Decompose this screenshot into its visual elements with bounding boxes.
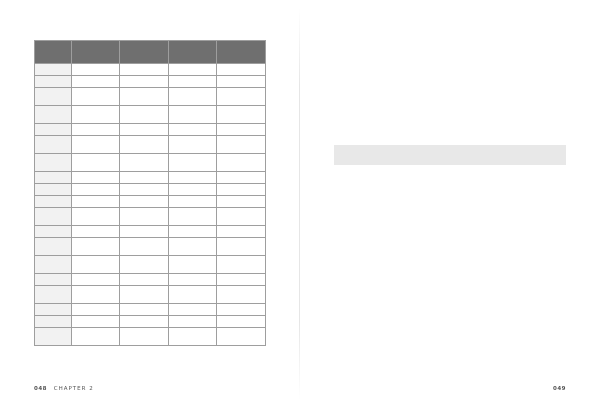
table-cell [217, 274, 266, 286]
table-title [34, 26, 266, 38]
table-cell [168, 274, 217, 286]
table-category-cell [35, 124, 72, 136]
left-footer [34, 384, 266, 394]
table-category-cell [35, 172, 72, 184]
table-cell [120, 76, 169, 88]
table-cell [120, 196, 169, 208]
page-number: 049 [553, 386, 566, 392]
table-header-cell [168, 41, 217, 64]
table-cell [217, 136, 266, 154]
right-body-text-top [334, 18, 566, 143]
table-cell [217, 76, 266, 88]
table-cell [168, 226, 217, 238]
table-cell [217, 124, 266, 136]
table-cell [168, 238, 217, 256]
table-cell [71, 124, 120, 136]
table-category-cell [35, 106, 72, 124]
table-cell [217, 184, 266, 196]
table-cell [217, 106, 266, 124]
table-category-cell [35, 88, 72, 106]
table-row [35, 238, 266, 256]
table-category-cell [35, 274, 72, 286]
table-cell [120, 172, 169, 184]
table-cell [168, 136, 217, 154]
table-category-cell [35, 136, 72, 154]
table-cell [71, 106, 120, 124]
table-header-cell [35, 41, 72, 64]
table-row [35, 196, 266, 208]
left-body-text [34, 286, 266, 378]
table-cell [120, 136, 169, 154]
table-cell [217, 238, 266, 256]
table-row [35, 184, 266, 196]
page-number: 048 [34, 386, 47, 392]
table-category-cell [35, 226, 72, 238]
table-cell [217, 226, 266, 238]
table-category-cell [35, 154, 72, 172]
table-row [35, 274, 266, 286]
table-cell [71, 172, 120, 184]
table-row [35, 172, 266, 184]
table-cell [168, 88, 217, 106]
table-cell [120, 124, 169, 136]
table-cell [71, 154, 120, 172]
table-cell [71, 274, 120, 286]
table-cell [217, 196, 266, 208]
table-cell [71, 208, 120, 226]
chapter-label: CHAPTER 2 [53, 386, 94, 392]
table-cell [71, 184, 120, 196]
table-cell [120, 88, 169, 106]
table-category-cell [35, 208, 72, 226]
table-category-cell [35, 238, 72, 256]
table-row [35, 226, 266, 238]
table-row [35, 124, 266, 136]
table-cell [120, 154, 169, 172]
table-cell [71, 196, 120, 208]
table-header-cell [120, 41, 169, 64]
table-row [35, 64, 266, 76]
table-header-cell [217, 41, 266, 64]
table-cell [217, 88, 266, 106]
table-cell [120, 226, 169, 238]
table-category-cell [35, 76, 72, 88]
section-heading [334, 145, 566, 165]
table-cell [168, 154, 217, 172]
table-cell [168, 172, 217, 184]
right-page [300, 0, 600, 413]
table-header-cell [71, 41, 120, 64]
table-cell [120, 106, 169, 124]
table-row [35, 88, 266, 106]
table-row [35, 154, 266, 172]
table-cell [71, 76, 120, 88]
table-cell [71, 238, 120, 256]
table-row [35, 208, 266, 226]
table-cell [168, 196, 217, 208]
table-category-cell [35, 196, 72, 208]
table-cell [120, 274, 169, 286]
table-cell [71, 64, 120, 76]
right-footer [334, 384, 566, 394]
table-cell [217, 154, 266, 172]
table-header-row [35, 41, 266, 64]
table-cell [168, 64, 217, 76]
table-cell [217, 172, 266, 184]
table-category-cell [35, 184, 72, 196]
table-cell [120, 64, 169, 76]
table-cell [168, 184, 217, 196]
table-cell [168, 106, 217, 124]
table-row [35, 106, 266, 124]
table-cell [120, 184, 169, 196]
table-cell [71, 136, 120, 154]
table-row [35, 136, 266, 154]
right-body-text-bottom [334, 170, 566, 377]
table-row [35, 76, 266, 88]
table-cell [120, 238, 169, 256]
table-cell [168, 76, 217, 88]
table-cell [120, 208, 169, 226]
table-footnote [34, 259, 266, 273]
table-cell [217, 208, 266, 226]
table-category-cell [35, 64, 72, 76]
section-heading-band [334, 145, 566, 165]
table-cell [217, 64, 266, 76]
table-cell [71, 226, 120, 238]
table-cell [168, 208, 217, 226]
table-cell [71, 88, 120, 106]
table-cell [168, 124, 217, 136]
